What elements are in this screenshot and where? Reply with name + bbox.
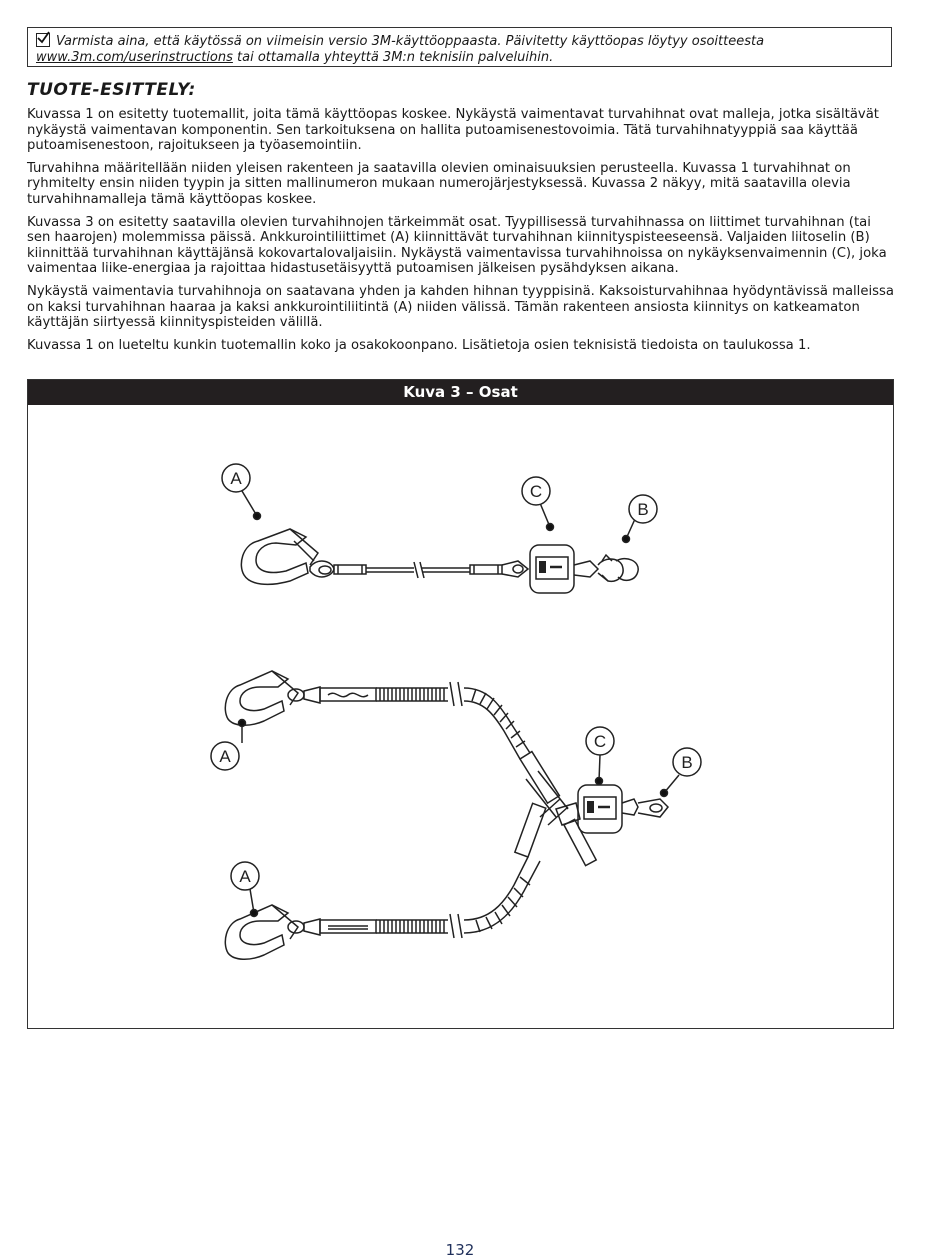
instructions-notice xyxy=(27,27,892,67)
paragraph-3: Kuvassa 3 on esitetty saatavilla olevien turvahihnojen tärkeimmät osat. Tyypillisessä turvahihnassa on liittimet turvahihnan (tai sen haarojen) molemmissa päissä. Ankkurointiliittimet (A) kiinnittävät turvahihnan kiinnityspisteeseensä. Valjaiden liitoselin (B) kiinnittää turvahihnan käyttäjänsä kokovartalovaljaisiin. Nykäystä vaimentavissa turvahihnoissa on nykäyksenvaimennin (C), joka vaimentaa liike-energiaa ja rajoittaa hidastusetäisyyttä putoamisen jälkeisen pysähdyksen aikana. xyxy=(27,214,887,277)
label-a-upper xyxy=(211,720,246,771)
paragraph-2: Turvahihna määritellään niiden yleisen rakenteen ja saatavilla olevien ominaisuuksien perusteella. Kuvassa 1 turvahihnat on ryhmitelty ensin niiden tyypin ja sitten mallinumeron mukaan numerojärjestyksessä. Kuvassa 2 näkyy, mitä saatavilla olevia turvahihnamalleja tämä käyttöopas koskee. xyxy=(27,160,851,207)
userinstructions-link[interactable]: www.3m.com/userinstructions xyxy=(36,50,233,65)
svg-text:C: C xyxy=(593,732,607,751)
twin-lanyard xyxy=(225,671,668,959)
paragraph-1: Kuvassa 1 on esitetty tuotemallit, joita tämä käyttöopas koskee. Nykäystä vaimentavat turvahihnat ovat malleja, jotka sisältävät nykäystä vaimentavan komponentin. Sen tarkoituksena on hallita putoamisenestovoimia. Tätä turvahihnatyyppiä saa käyttää putoamisenestoon, rajoitukseen ja työasemointiin. xyxy=(27,107,879,154)
label-b-lower xyxy=(661,748,702,797)
svg-text:A: A xyxy=(219,747,231,766)
page-number: 132 xyxy=(445,1241,475,1259)
svg-text:C: C xyxy=(529,482,543,501)
label-c-top xyxy=(522,477,554,531)
svg-text:A: A xyxy=(239,867,251,886)
figure-3 xyxy=(27,379,894,1029)
paragraph-4: Nykäystä vaimentavia turvahihnoja on saatavana yhden ja kahden hihnan tyyppisinä. Kaksoisturvahihnaa hyödyntävissä malleissa on kaksi turvahihnan haaraa ja kaksi ankkurointiliitintä (A) niiden välissä. Tämän rakenteen ansiosta kiinnitys on katkeamaton käyttäjän siirtyessä kiinnityspisteiden välillä. xyxy=(27,283,894,331)
notice-text-2: tai ottamalla yhteyttä 3M:n teknisiin palveluihin. xyxy=(232,50,554,65)
checkbox-icon xyxy=(36,33,50,47)
svg-text:B: B xyxy=(681,753,693,772)
svg-text:B: B xyxy=(637,500,649,519)
svg-text:A: A xyxy=(230,469,242,488)
lanyard-diagram xyxy=(28,405,893,1028)
label-a-lower xyxy=(231,862,259,917)
single-lanyard xyxy=(241,529,638,593)
label-b-top xyxy=(623,495,658,543)
label-c-lower xyxy=(586,727,614,785)
figure-title: Kuva 3 – Osat xyxy=(28,380,893,405)
notice-text: Varmista aina, että käytössä on viimeisin versio 3M-käyttöoppaasta. Päivitetty käyttöopas löytyy osoitteesta xyxy=(56,34,765,49)
body-text xyxy=(27,107,897,360)
label-a-top xyxy=(222,464,261,520)
paragraph-5: Kuvassa 1 on lueteltu kunkin tuotemallin koko ja osakokoonpano. Lisätietoja osien teknisistä tiedoista on taulukossa 1. xyxy=(27,337,811,353)
section-title: TUOTE-ESITTELY: xyxy=(27,80,196,100)
